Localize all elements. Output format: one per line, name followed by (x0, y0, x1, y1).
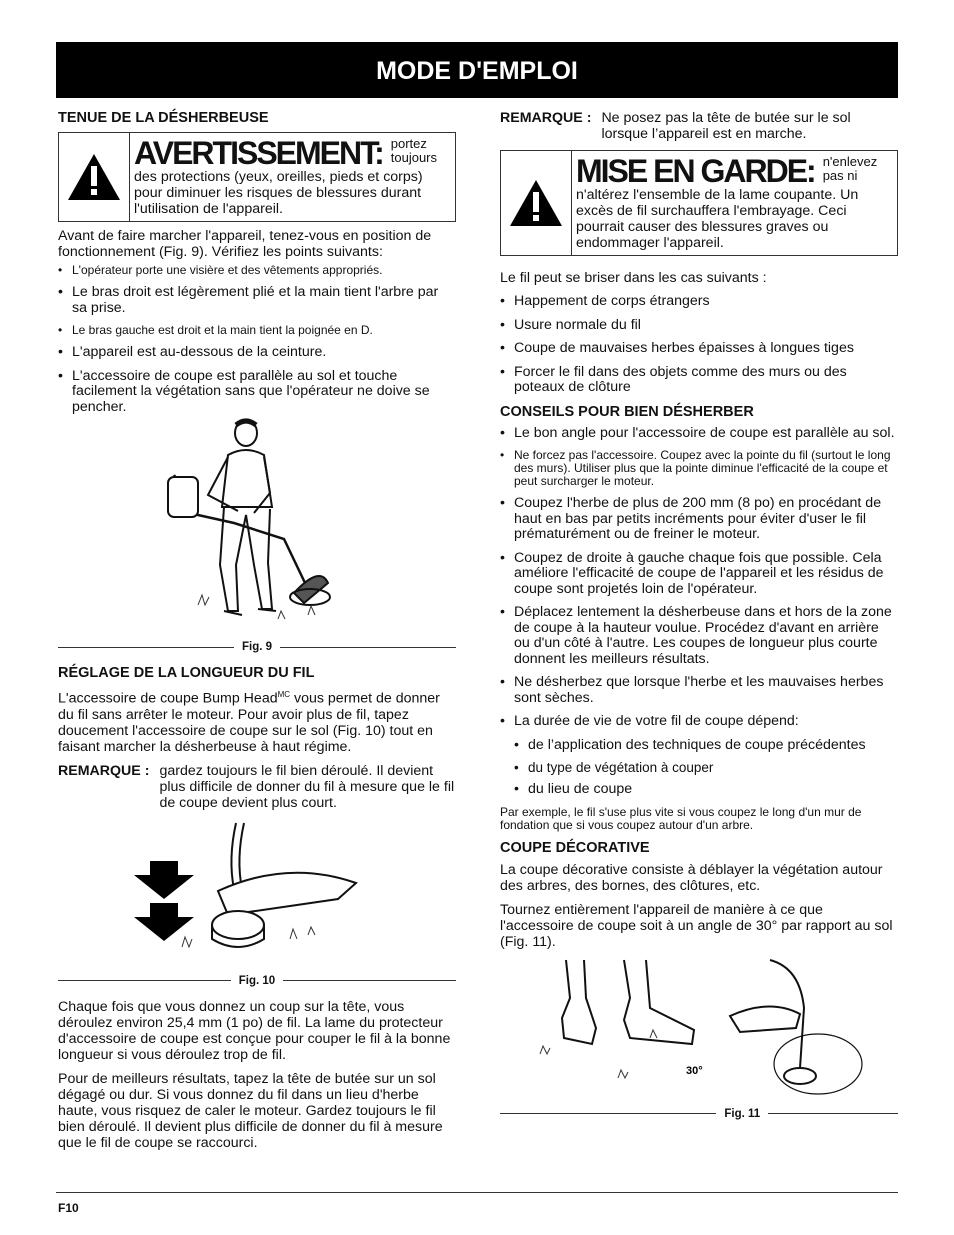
list-item: • Forcer le fil dans des objets comme des murs ou des poteaux de clôture (500, 365, 898, 396)
list-item: • Coupe de mauvaises herbes épaisses à longues tiges (500, 341, 898, 357)
warning-side-text: portez toujours (390, 136, 438, 165)
caution-box (500, 150, 898, 256)
line-advance-paragraph: Chaque fois que vous donnez un coup sur la tête, vous déroulez environ 25,4 mm (1 po) de fil. La lame du protecteur d'accessoire de coupe est conçue pour couper le fil à la bonne longueur si vous déroulez trop de fil. (58, 998, 451, 1063)
right-column (500, 110, 898, 1132)
warning-triangle-icon (59, 133, 130, 221)
bump-head-illustration (58, 819, 456, 971)
tips-list (500, 426, 898, 730)
lifespan-sublist (514, 738, 898, 798)
list-item: • Usure normale du fil (500, 318, 898, 334)
break-intro: Le fil peut se briser dans les cas suivants : (500, 270, 767, 286)
figure-9-caption: Fig. 9 (58, 641, 456, 653)
position-checklist (58, 264, 456, 415)
best-results-paragraph: Pour de meilleurs résultats, tapez la tête de butée sur un sol dégagé ou dur. Si vous donnez du fil dans un lieu d'herbe haute, vous risquez de caler le moteur. Gardez toujours le fil bien déroulé. Il devient plus difficile de donner du fil à mesure que le fil de coupe se raccourci. (58, 1070, 443, 1151)
remark-text: Ne posez pas la tête de butée sur le sol lorsque l’appareil est en marche. (601, 110, 851, 142)
remark-right (500, 110, 898, 142)
bump-head-paragraph: L'accessoire de coupe Bump Head$^{MC}$ vous permet de donner du fil sans arrêter le moteur. Pour avoir plus de fil, tapez doucement l'accessoire de coupe sur le sol (Fig. 10) tout en faisant marcher la désherbeuse à haut régime. (58, 690, 440, 755)
example-paragraph: Par exemple, le fil s'use plus vite si vous coupez le long d'un mur de fondation que si vous coupez autour d'un arbre. (500, 804, 862, 832)
list-item: • Coupez l'herbe de plus de 200 mm (8 po) en procédant de haut en bas par petits incréments pour éviter d'user le fil prématurément ou de freiner le moteur. (500, 496, 898, 543)
page-number: F10 (58, 1201, 79, 1215)
decorative-cut-illustration (500, 958, 898, 1108)
caution-text: n'altérez l'ensemble de la lame coupante. Un excès de fil surchauffera l'embrayage. Ceci pourrait causer des blessures graves ou endommager l'appareil. (576, 187, 859, 251)
page-banner: MODE D'EMPLOI (56, 42, 898, 98)
section-heading-conseils: CONSEILS POUR BIEN DÉSHERBER (500, 403, 754, 420)
list-item: • Ne forcez pas l'accessoire. Coupez avec la pointe du fil (surtout le long des murs). Utiliser plus que la pointe diminue l'efficacité de la coupe et peut surcharger le moteur. (500, 449, 898, 488)
footer-rule (56, 1192, 898, 1193)
warning-box (58, 132, 456, 222)
list-item: • L'opérateur porte une visière et des vêtements appropriés. (58, 264, 456, 277)
warning-title: AVERTISSEMENT: (134, 135, 383, 171)
deco-paragraph-2: Tournez entièrement l'appareil de manière à ce que l'accessoire de coupe soit à un angle de 30° par rapport au sol (Fig. 11). (500, 901, 893, 950)
list-item: • Coupez de droite à gauche chaque fois que possible. Cela améliore l'efficacité de coupe de l'appareil et les résidus de coupe sont projetés loin de l'opérateur. (500, 551, 898, 598)
list-item: • Ne désherbez que lorsque l'herbe et les mauvaises herbes sont sèches. (500, 675, 898, 706)
list-item: • L'accessoire de coupe est parallèle au sol et touche facilement la végétation sans que l'opérateur ne doive se pencher. (58, 369, 456, 416)
list-item: • du type de végétation à couper (514, 761, 898, 774)
figure-11-decorative (500, 958, 898, 1108)
list-item: • Le bras gauche est droit et la main tient la poignée en D. (58, 324, 456, 337)
remark-label: REMARQUE : (500, 110, 592, 126)
break-list (500, 294, 898, 396)
figure-10-caption: Fig. 10 (58, 975, 456, 987)
list-item: • de l’application des techniques de coupe précédentes (514, 738, 898, 754)
figure-9-operator (58, 415, 456, 637)
deco-paragraph-1: La coupe décorative consiste à déblayer la végétation autour des arbres, des bornes, des clôtures, etc. (500, 861, 883, 894)
figure-10-bump (58, 819, 456, 971)
angle-label: 30° (686, 1064, 703, 1077)
warning-text: des protections (yeux, oreilles, pieds et corps) pour diminuer les risques de blessures durant l'utilisation de l'appareil. (134, 169, 423, 217)
intro-paragraph: Avant de faire marcher l'appareil, tenez-vous en position de fonctionnement (Fig. 9). Vérifiez les points suivants: (58, 228, 432, 260)
figure-11-caption: Fig. 11 (500, 1108, 898, 1120)
list-item: • Le bon angle pour l'accessoire de coupe est parallèle au sol. (500, 426, 898, 442)
section-heading-reglage: RÉGLAGE DE LA LONGUEUR DU FIL (58, 665, 315, 681)
remark-label: REMARQUE : (58, 762, 150, 779)
caution-title: MISE EN GARDE: (576, 153, 815, 189)
list-item: • Déplacez lentement la désherbeuse dans et hors de la zone de coupe à la hauteur voulue. Procédez d'avant en arrière ou d'un côté à l'autre. Les coupes de longueur plus courte donnent les meilleurs résultats. (500, 605, 898, 667)
list-item: • La durée de vie de votre fil de coupe dépend: (500, 714, 898, 730)
list-item: • du lieu de coupe (514, 782, 898, 798)
remark-left (58, 763, 456, 811)
remark-text: gardez toujours le fil bien déroulé. Il devient plus difficile de donner du fil à mesure que le fil de coupe devient plus court. (159, 762, 455, 811)
left-column (58, 110, 456, 1159)
caution-side-text: n'enlevez pas ni (822, 154, 878, 183)
warning-triangle-icon (501, 151, 572, 255)
section-heading-tenue: TENUE DE LA DÉSHERBEUSE (58, 110, 269, 126)
list-item: • Le bras droit est légèrement plié et la main tient l'arbre par sa prise. (58, 285, 456, 316)
list-item: • L'appareil est au-dessous de la ceinture. (58, 345, 456, 361)
section-heading-coupe-decorative: COUPE DÉCORATIVE (500, 839, 650, 856)
operator-illustration (58, 415, 456, 637)
list-item: • Happement de corps étrangers (500, 294, 898, 310)
